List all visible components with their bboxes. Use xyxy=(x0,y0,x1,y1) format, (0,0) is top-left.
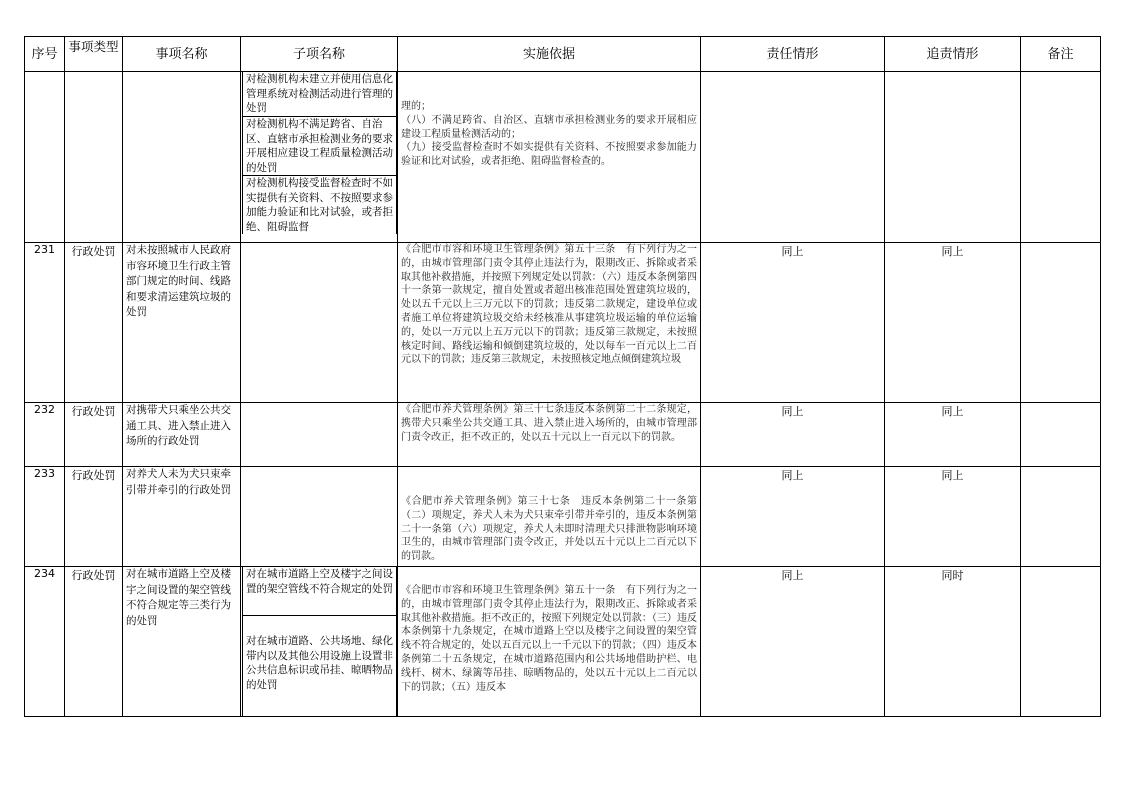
row-no xyxy=(25,72,65,243)
row-basis: 《合肥市市容和环境卫生管理条例》第五十一条 有下列行为之一的，由城市管理部门责令其停止违法行为，限期改正、拆除或者采取其他补救措施。拒不改正的，按照下列规定处以罚款：（三）违反本条例第十九条规定，在城市道路上空以及楼宇之间设置的架空管线不符合规定的，处以五百元以上一千元以下的罚款；（四）违反本条例第二十五条规定，在城市道路范围内和公共场地借助护栏、电线杆、树木、绿篱等吊挂、晾晒物品的，处以五十元以上二百元以下的罚款；（五）违反本 xyxy=(398,567,701,717)
row-name: 对未按照城市人民政府市容环境卫生行政主管部门规定的时间、线路和要求清运建筑垃圾的处罚 xyxy=(123,243,241,403)
row-basis: 《合肥市养犬管理条例》第三十七条违反本条例第二十二条规定，携带犬只乘坐公共交通工具、进入禁止进入场所的，由城市管理部门责令改正，拒不改正的，处以五十元以上一百元以下的罚款。 xyxy=(398,403,701,467)
row-type: 行政处罚 xyxy=(65,243,123,403)
row-resp: 同上 xyxy=(701,567,885,717)
header-type: 事项类型 xyxy=(65,37,123,72)
row-no: 231 xyxy=(25,243,65,403)
row-subs xyxy=(241,72,398,243)
row-note xyxy=(1021,72,1101,243)
row-note xyxy=(1021,567,1101,717)
row-resp: 同上 xyxy=(701,403,885,467)
sub-item: 对在城市道路、公共场地、绿化带内以及其他公用设施上设置非公共信息标识或吊挂、晾晒物品的处罚 xyxy=(246,635,393,691)
header-note: 备注 xyxy=(1021,37,1101,72)
row-resp: 同上 xyxy=(701,467,885,567)
table-row xyxy=(25,403,1101,467)
row-pursue: 同上 xyxy=(885,467,1021,567)
table-row xyxy=(25,72,1101,243)
row-name xyxy=(123,72,241,243)
header-row xyxy=(25,37,1101,72)
table-row xyxy=(25,243,1101,403)
header-sub: 子项名称 xyxy=(241,37,398,72)
row-type: 行政处罚 xyxy=(65,467,123,567)
row-pursue xyxy=(885,72,1021,243)
row-pursue: 同上 xyxy=(885,243,1021,403)
row-resp: 同上 xyxy=(701,243,885,403)
row-no: 233 xyxy=(25,467,65,567)
sub-item: 对检测机构未建立并使用信息化管理系统对检测活动进行管理的处罚 xyxy=(243,72,396,117)
row-basis: 《合肥市市容和环境卫生管理条例》第五十三条 有下列行为之一的，由城市管理部门责令其停止违法行为，限期改正、拆除或者采取其他补救措施，并按照下列规定处以罚款：（六）违反本条例第四十一条第一款规定，擅自处置或者超出核准范围处置建筑垃圾的，处以五千元以上三万元以下的罚款；违反第二款规定，建设单位或者施工单位将建筑垃圾交给未经核准从事建筑垃圾运输的单位运输的，处以一万元以上五万元以下的罚款；违反第三款规定，未按照核定时间、路线运输和倾倒建筑垃圾的，处以每车一百元以上二百元以下的罚款；违反第三款规定，未按照核定地点倾倒建筑垃圾 xyxy=(398,243,701,403)
row-no: 234 xyxy=(25,567,65,717)
row-subs xyxy=(241,467,398,567)
row-basis: 理的； （八）不满足跨省、自治区、直辖市承担检测业务的要求开展相应建设工程质量检测活动的； （九）接受监督检查时不如实提供有关资料、不按照要求参加能力验证和比对试验，或者拒绝、阻碍监督检查的。 xyxy=(398,72,701,243)
row-type: 行政处罚 xyxy=(65,567,123,717)
row-basis: 《合肥市养犬管理条例》第三十七条 违反本条例第二十一条第（二）项规定，养犬人未为犬只束牵引带并牵引的，违反本条例第二十一条第（六）项规定，养犬人未即时清理犬只排泄物影响环境卫生的，由城市管理部门责令改正，并处以五十元以上二百元以下的罚款。 xyxy=(398,467,701,567)
row-no: 232 xyxy=(25,403,65,467)
header-name: 事项名称 xyxy=(123,37,241,72)
responsibility-table xyxy=(24,36,1101,717)
sub-item: 对检测机构接受监督检查时不如实提供有关资料、不按照要求参加能力验证和比对试验，或者拒绝、阻碍监督 xyxy=(246,177,393,233)
row-subs xyxy=(241,567,398,717)
row-subs xyxy=(241,403,398,467)
row-type xyxy=(65,72,123,243)
row-pursue: 同时 xyxy=(885,567,1021,717)
header-resp: 责任情形 xyxy=(701,37,885,72)
row-type: 行政处罚 xyxy=(65,403,123,467)
row-note xyxy=(1021,403,1101,467)
sub-item: 对检测机构不满足跨省、自治区、直辖市承担检测业务的要求开展相应建设工程质量检测活动的处罚 xyxy=(243,117,396,176)
header-no: 序号 xyxy=(25,37,65,72)
row-pursue: 同上 xyxy=(885,403,1021,467)
table-row xyxy=(25,567,1101,717)
sub-item: 对在城市道路上空及楼宇之间设置的架空管线不符合规定的处罚 xyxy=(243,567,396,616)
row-resp xyxy=(701,72,885,243)
row-name: 对携带犬只乘坐公共交通工具、进入禁止进入场所的行政处罚 xyxy=(123,403,241,467)
table-row xyxy=(25,467,1101,567)
header-basis: 实施依据 xyxy=(398,37,701,72)
document-page xyxy=(24,36,1100,717)
header-pursue: 追责情形 xyxy=(885,37,1021,72)
row-subs xyxy=(241,243,398,403)
row-name: 对在城市道路上空及楼宇之间设置的架空管线不符合规定等三类行为的处罚 xyxy=(123,567,241,717)
row-name: 对养犬人未为犬只束牵引带并牵引的行政处罚 xyxy=(123,467,241,567)
row-note xyxy=(1021,243,1101,403)
row-note xyxy=(1021,467,1101,567)
